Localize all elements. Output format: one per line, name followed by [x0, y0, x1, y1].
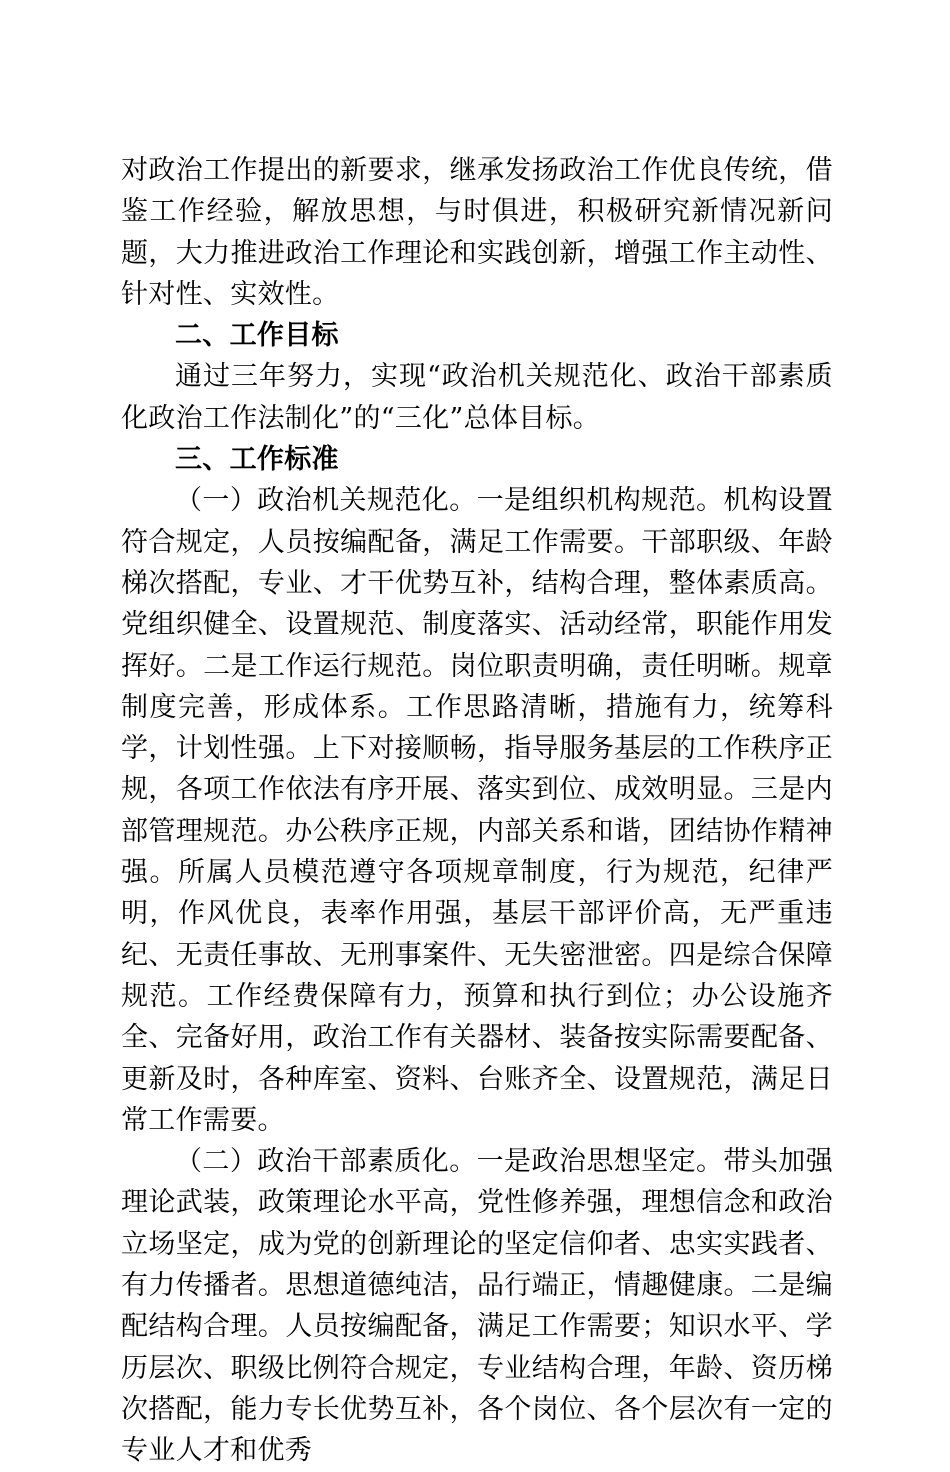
paragraph-standard-2: （二）政治干部素质化。一是政治思想坚定。带头加强理论武装，政策理论水平高，党性修养强，理想信念和政治立场坚定，成为党的创新理论的坚定信仰者、忠实实践者、有力传播者。思想道德纯洁，品行端正，情趣健康。二是编配结构合理。人员按编配备，满足工作需要；知识水平、学历层次、职级比例符合规定，专业结构合理，年龄、资历梯次搭配，能力专长优势互补，各个岗位、各个层次有一定的专业人才和优秀	[121, 1146, 833, 1467]
paragraph-goals: 通过三年努力，实现“政治机关规范化、政治干部素质化政治工作法制化”的“三化”总体目标。	[121, 361, 833, 434]
section-heading-standards: 三、工作标准	[175, 444, 339, 476]
document-body	[121, 150, 833, 1472]
section-heading-goals: 二、工作目标	[175, 320, 339, 352]
paragraph-continuation: 对政治工作提出的新要求，继承发扬政治工作优良传统，借鉴工作经验，解放思想，与时俱进，积极研究新情况新问题，大力推进政治工作理论和实践创新，增强工作主动性、针对性、实效性。	[121, 155, 833, 310]
paragraph-standard-1: （一）政治机关规范化。一是组织机构规范。机构设置符合规定，人员按编配备，满足工作需要。干部职级、年龄梯次搭配，专业、才干优势互补，结构合理，整体素质高。党组织健全、设置规范、制度落实、活动经常，职能作用发挥好。二是工作运行规范。岗位职责明确，责任明晰。规章制度完善，形成体系。工作思路清晰，措施有力，统筹科学，计划性强。上下对接顺畅，指导服务基层的工作秩序正规，各项工作依法有序开展、落实到位、成效明显。三是内部管理规范。办公秩序正规，内部关系和谐，团结协作精神强。所属人员模范遵守各项规章制度，行为规范，纪律严明，作风优良，表率作用强，基层干部评价高，无严重违纪、无责任事故、无刑事案件、无失密泄密。四是综合保障规范。工作经费保障有力，预算和执行到位；办公设施齐全、完备好用，政治工作有关器材、装备按实际需要配备、更新及时，各种库室、资料、台账齐全、设置规范，满足日常工作需要。	[121, 485, 833, 1136]
